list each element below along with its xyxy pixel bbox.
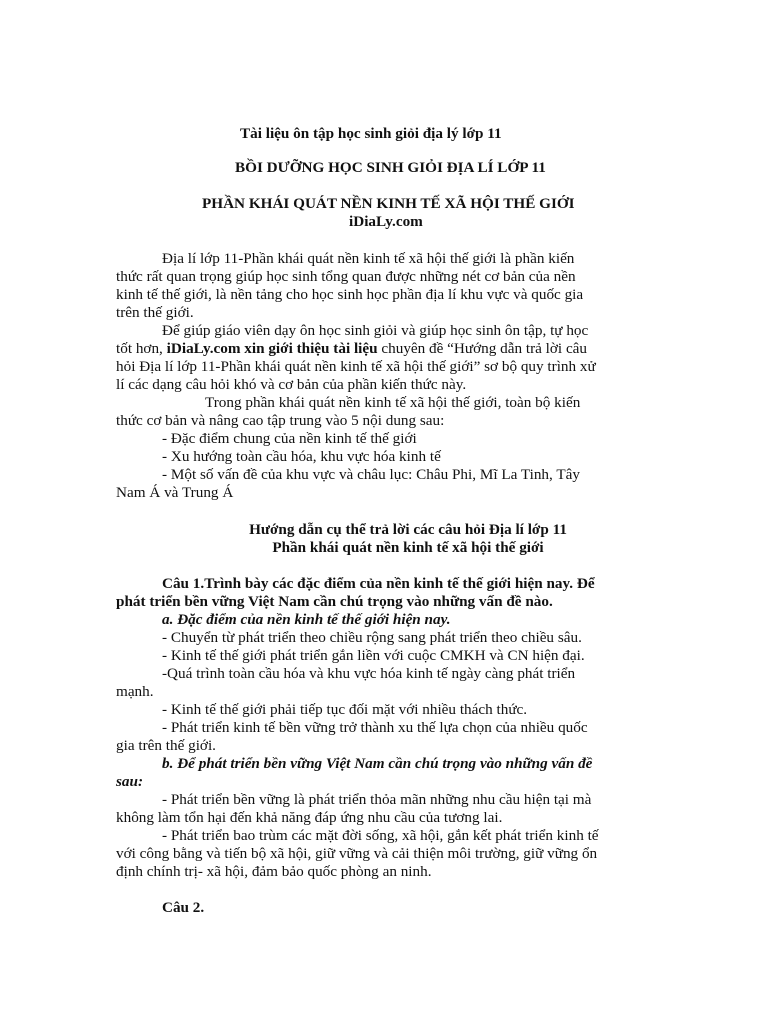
part-a-title: a. Đặc điểm của nền kinh tế thế giới hiện nay. (162, 611, 451, 628)
part-a-item: - Kinh tế thế giới phát triển gắn liền với cuộc CMKH và CN hiện đại. (162, 647, 585, 664)
topic-item: - Xu hướng toàn cầu hóa, khu vực hóa kinh tế (162, 448, 441, 465)
part-a-item: gia trên thế giới. (116, 737, 216, 754)
intro-line: thức rất quan trọng giúp học sinh tổng quan được những nét cơ bản của nền (116, 268, 576, 285)
intro-line: Trong phần khái quát nền kinh tế xã hội thế giới, toàn bộ kiến (205, 394, 581, 411)
subheading: PHẦN KHÁI QUÁT NỀN KINH TẾ XÃ HỘI THẾ GIỚI (202, 195, 575, 212)
question-1: Câu 1.Trình bày các đặc điểm của nền kinh tế thế giới hiện nay. Để (162, 575, 595, 592)
part-b-item: định chính trị- xã hội, đảm bảo quốc phòng an ninh. (116, 863, 432, 880)
guide-subtitle: Phần khái quát nền kinh tế xã hội thế giới (272, 539, 544, 556)
intro-line: thức cơ bản và nâng cao tập trung vào 5 nội dung sau: (116, 412, 445, 429)
doc-title: Tài liệu ôn tập học sinh giỏi địa lý lớp 11 (240, 125, 502, 142)
intro-line: hỏi Địa lí lớp 11-Phần khái quát nền kinh tế xã hội thế giới” sơ bộ quy trình xử (116, 358, 596, 375)
part-b-item: không làm tổn hại đến khả năng đáp ứng nhu cầu của tương lai. (116, 809, 503, 826)
question-1: phát triển bền vững Việt Nam cần chú trọng vào những vấn đề nào. (116, 593, 553, 610)
part-a-item: - Phát triển kinh tế bền vững trở thành xu thế lựa chọn của nhiều quốc (162, 719, 588, 736)
intro-line: Để giúp giáo viên dạy ôn học sinh giỏi và giúp học sinh ôn tập, tự học (162, 322, 589, 339)
site-name: iDiaLy.com (349, 213, 423, 230)
intro-line: lí các dạng câu hỏi khó và cơ bản của phần kiến thức này. (116, 376, 467, 393)
intro-line: kinh tế thế giới, là nền tảng cho học sinh học phần địa lí khu vực và quốc gia (116, 286, 584, 303)
part-a-item: - Chuyển từ phát triển theo chiều rộng sang phát triển theo chiều sâu. (162, 629, 582, 646)
topic-item: - Một số vấn đề của khu vực và châu lục: Châu Phi, Mĩ La Tinh, Tây (162, 466, 580, 483)
intro-text: chuyên đề “Hướng dẫn trả lời câu (377, 340, 588, 357)
intro-line-mixed (116, 340, 587, 358)
question-2: Câu 2. (162, 899, 205, 916)
heading: BỒI DƯỠNG HỌC SINH GIỎI ĐỊA LÍ LỚP 11 (235, 159, 546, 176)
intro-text: tốt hơn, (116, 340, 167, 357)
part-a-item: -Quá trình toàn cầu hóa và khu vực hóa kinh tế ngày càng phát triển (162, 665, 576, 682)
guide-title: Hướng dẫn cụ thể trả lời các câu hỏi Địa lí lớp 11 (249, 521, 567, 538)
part-a-item: - Kinh tế thế giới phải tiếp tục đối mặt với nhiều thách thức. (162, 701, 528, 718)
part-b-item: - Phát triển bền vững là phát triển thỏa mãn những nhu cầu hiện tại mà (162, 791, 592, 808)
intro-line: Địa lí lớp 11-Phần khái quát nền kinh tế xã hội thế giới là phần kiến (162, 250, 575, 267)
intro-line: trên thế giới. (116, 304, 194, 321)
topic-item: Nam Á và Trung Á (116, 484, 234, 501)
part-b-item: - Phát triển bao trùm các mặt đời sống, xã hội, gắn kết phát triển kinh tế (162, 827, 599, 844)
intro-bold-text: iDiaLy.com xin giới thiệu tài liệu (166, 340, 378, 357)
topic-item: - Đặc điểm chung của nền kinh tế thế giới (162, 430, 417, 447)
part-a-item: mạnh. (116, 683, 154, 700)
part-b-title: sau: (116, 773, 144, 790)
part-b-item: với công bằng và tiến bộ xã hội, giữ vững và cải thiện môi trường, giữ vững ổn (116, 845, 598, 862)
part-b-title: b. Để phát triển bền vững Việt Nam cần chú trọng vào những vấn đề (162, 755, 593, 772)
